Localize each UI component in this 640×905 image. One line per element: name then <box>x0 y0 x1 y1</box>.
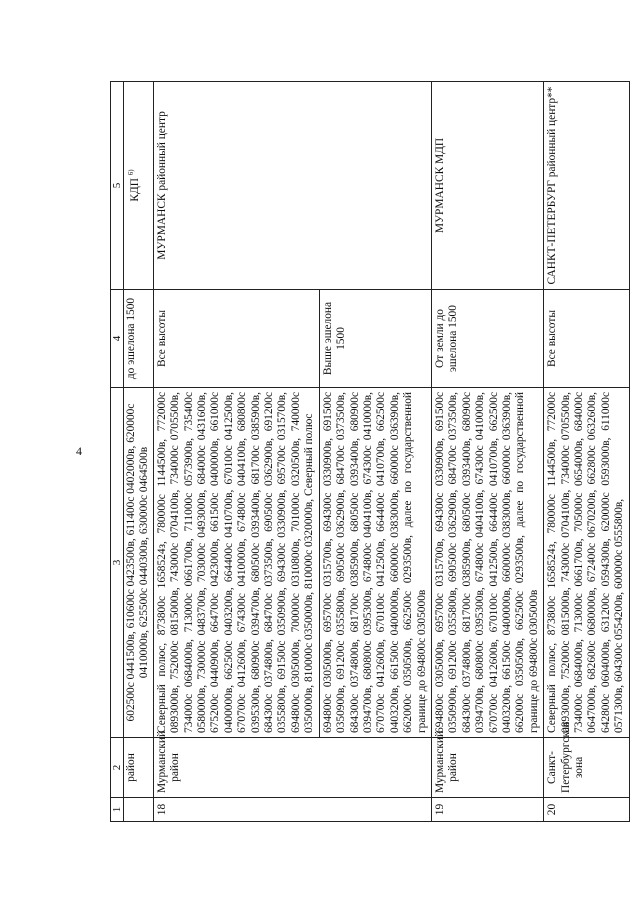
table-row <box>153 82 319 822</box>
row-number: 18 <box>153 798 431 822</box>
table-row <box>544 82 629 822</box>
altitude-range: Выше эшелона 1500 <box>319 290 431 388</box>
altitude-range: От земли до эшелона 1500 <box>431 290 543 388</box>
col-num-3: 3 <box>111 388 124 738</box>
control-unit: МУРМАНСК МДП <box>431 82 543 290</box>
col-num-4: 4 <box>111 290 124 388</box>
zone-coordinates: Северный полюс, 873800с 1658524з, 780000с 1144500в, 772000с 0893000в, 752000с 0815000в, 743000с 0704100в, 734000с 0705500в, 734000с 0684000в, 713000с 0661700в, 711000с 0573900в, 735400с 0580000в, 730000с 0483700в, 703000с 0493000в, 684000с 0431600в, 675200с 0440900в, 664700с 0423000в, 661500с 0400000в, 661000с 0400000в, 662500с 0403200в, 664400с 0410700в, 670100с 0412500в, 670700с 0412600в, 674300с 0410000в, 674800с 0404100в, 680800с 0395300в, 680900с 0394700в, 680500с 0393400в, 681700с 0385900в, 684300с 0374800в, 684700с 0373500в, 690500с 0362900в, 691200с 0355800в, 691500с 0350900в, 694300с 0330900в, 695700с 0315700в, 694800с 0305000в, 700000с 0310800в, 701000с 0320500в, 740000с 0350000в, 810000с 0350000в, 810000с 0320000в, Северный полюс <box>153 388 319 738</box>
cont-name: район <box>124 738 154 798</box>
row-number: 19 <box>431 798 543 822</box>
control-unit: САНКТ-ПЕТЕРБУРГ районный центр** <box>544 82 629 290</box>
cont-cell-1 <box>124 798 154 822</box>
control-unit: МУРМАНСК районный центр <box>153 82 431 290</box>
cont-coords: 602500с 0441500в, 610600с 0423500в, 611400с 0402000в, 620000с 0410000в, 625500с 0440300в, 630000с 0464500в <box>124 388 154 738</box>
zone-name: Мурманский район <box>431 738 543 798</box>
zone-name: Санкт-Петербургская зона <box>544 738 629 798</box>
column-number-row <box>111 82 124 822</box>
cont-unit <box>124 82 154 290</box>
table-row <box>431 82 543 822</box>
altitude-range: Все высоты <box>544 290 629 388</box>
zone-coordinates: 694800с 0305000в, 695700с 0315700в, 694300с 0330900в, 691500с 0350900в, 691200с 0355800в, 690500с 0362900в, 684700с 0373500в, 684300с 0374800в, 681700с 0385900в, 680500с 0393400в, 680900с 0394700в, 680800с 0395300в, 674800с 0404100в, 674300с 0410000в, 670700с 0412600в, 670100с 0412500в, 664400с 0410700в, 662500с 0403200в, 661500с 0400000в, 660000с 0383000в, 660000с 0363900в, 662000с 0350500в, 662500с 0293500в, далее по государственной границе до 694800с 0305000в <box>431 388 543 738</box>
continuation-row <box>124 82 154 822</box>
cont-unit-label: КДП <box>128 178 141 202</box>
page-number: 4 <box>76 444 82 458</box>
zone-coordinates: 694800с 0305000в, 695700с 0315700в, 694300с 0330900в, 691500с 0350900в, 691200с 0355800в, 690500с 0362900в, 684700с 0373500в, 684300с 0374800в, 681700с 0385900в, 680500с 0393400в, 680900с 0394700в, 680800с 0395300в, 674800с 0404100в, 674300с 0410000в, 670700с 0412600в, 670100с 0412500в, 664400с 0410700в, 662500с 0403200в, 661500с 0400000в, 660000с 0383000в, 660000с 0363900в, 662000с 0350500в, 662500с 0293500в, далее по государственной границе до 694800с 0305000в <box>319 388 431 738</box>
col-num-1: 1 <box>111 798 124 822</box>
altitude-range: Все высоты <box>153 290 319 388</box>
row-number: 20 <box>544 798 629 822</box>
zone-name: Мурманский район <box>153 738 431 798</box>
airspace-table <box>110 81 630 822</box>
rotated-table-wrapper <box>110 82 626 822</box>
cont-altitude: до эшелона 1500 <box>124 290 154 388</box>
col-num-2: 2 <box>111 738 124 798</box>
col-num-5: 5 <box>111 82 124 290</box>
zone-coordinates: Северный полюс, 873800с 1658524з, 780000с 1144500в, 772000с 0893000в, 752000с 0815000в, 743000с 0704100в, 734000с 0705500в, 734000с 0684000в, 713000с 0661700в, 705000с 0654000в, 684000с 0647000в, 682600с 0680000в, 672400с 0670200в, 662800с 0632600в, 642800с 0604000в, 631200с 0594300в, 620000с 0593000в, 611000с 0571300в, 604300с 0554200в, 600000с 0555800в, <box>544 388 629 738</box>
footnote-mark: 6) <box>127 169 135 176</box>
